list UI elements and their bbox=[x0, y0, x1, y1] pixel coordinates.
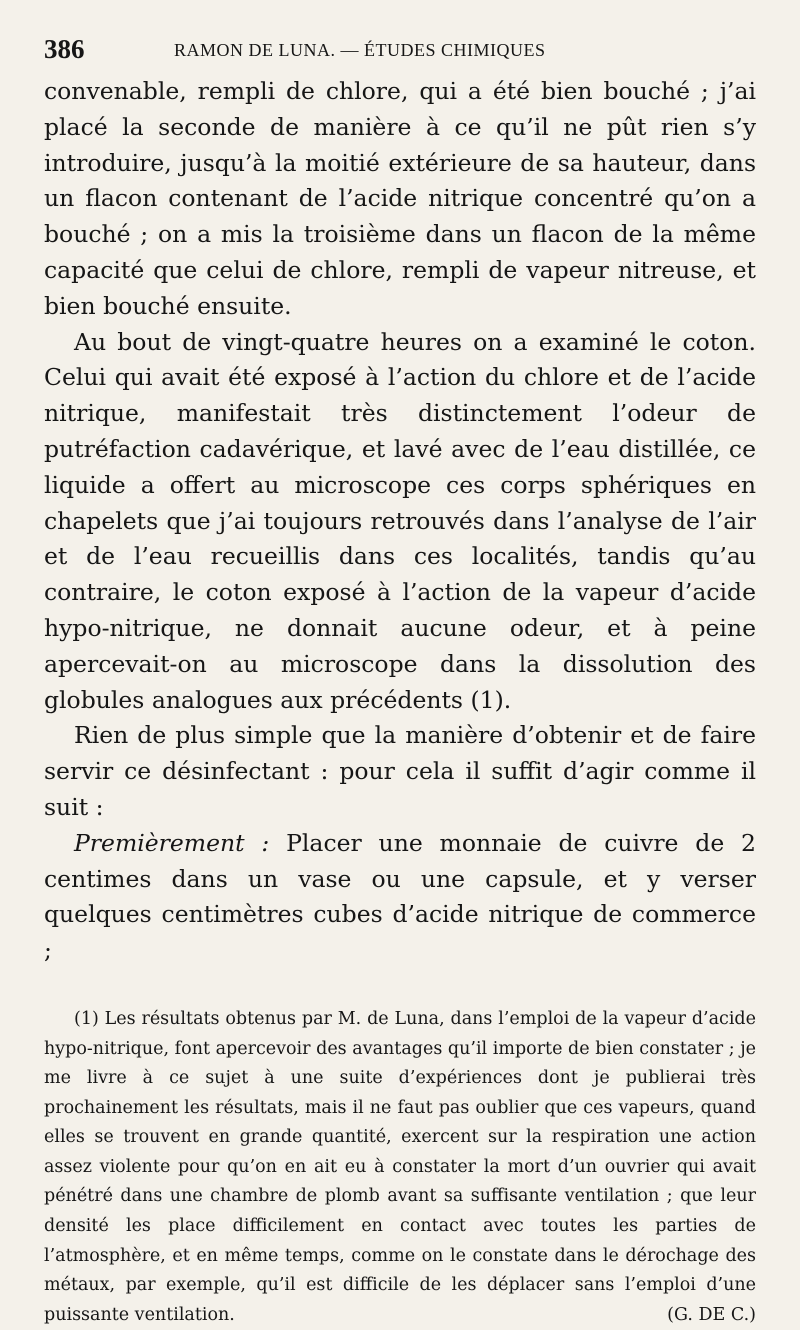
paragraph-4-text: Placer une monnaie de cuivre de 2 centimes dans un vase ou une capsule, et y verser quelques centimètres cubes d’acide nitrique de commerce ; bbox=[44, 828, 756, 965]
footnote-signature: (G. DE C.) bbox=[667, 1304, 756, 1325]
footnote-separator bbox=[44, 969, 756, 1005]
footnote-text bbox=[44, 1005, 756, 1330]
paragraph-1: convenable, rempli de chlore, qui a été bien bouché ; j’ai placé la seconde de manière à ce qu’il ne pût rien s’y introduire, jusqu’à la moitié extérieure de sa hauteur, dans un flacon contenant de l’acide nitrique concentré qu’on a bouché ; on a mis la troisième dans un flacon de la même capacité que celui de chlore, rempli de vapeur nitreuse, et bien bouché ensuite. bbox=[44, 77, 756, 320]
footnote-body: (1) Les résultats obtenus par M. de Luna, dans l’emploi de la vapeur d’acide hypo-nitrique, font apercevoir des avantages qu’il importe de bien constater ; je me livre à ce sujet à une suite d’expériences dont je publierai très prochainement les résultats, mais il ne faut pas oublier que ces vapeurs, quand elles se trouvent en grande quantité, exercent sur la respiration une action assez violente pour qu’on en ait eu à constater la mort d’un ouvrier qui avait pénétré dans une chambre de plomb avant sa suffisante ventilation ; que leur densité les place difficilement en contact avec toutes les parties de l’atmosphère, et en même temps, comme on le constate dans le dérochage des métaux, par exemple, qu’il est difficile de les déplacer sans l’emploi d’une puissante ventilation. bbox=[44, 1008, 756, 1325]
paragraph-2: Au bout de vingt-quatre heures on a examiné le coton. Celui qui avait été exposé à l’action du chlore et de l’acide nitrique, manifestait très distinctement l’odeur de putréfaction cadavérique, et lavé avec de l’eau distillée, ce liquide a offert au microscope ces corps sphériques en chapelets que j’ai toujours retrouvés dans l’analyse de l’air et de l’eau recueillis dans ces localités, tandis qu’au contraire, le coton exposé à l’action de la vapeur d’acide hypo-nitrique, ne donnait aucune odeur, et à peine apercevait-on au microscope dans la dissolution des globules analogues aux précédents (1). bbox=[44, 327, 756, 714]
page-number: 386 bbox=[44, 34, 85, 64]
running-head: RAMON DE LUNA. — ÉTUDES CHIMIQUES bbox=[174, 40, 546, 60]
paragraph-3: Rien de plus simple que la manière d’obtenir et de faire servir ce désinfectant : pour cela il suffit d’agir comme il suit : bbox=[44, 721, 756, 821]
body-text bbox=[44, 74, 756, 969]
paragraph-4 bbox=[44, 826, 756, 969]
page-header bbox=[44, 30, 756, 72]
footnote bbox=[44, 1005, 756, 1330]
paragraph-4-lead: Premièrement : bbox=[74, 828, 270, 857]
